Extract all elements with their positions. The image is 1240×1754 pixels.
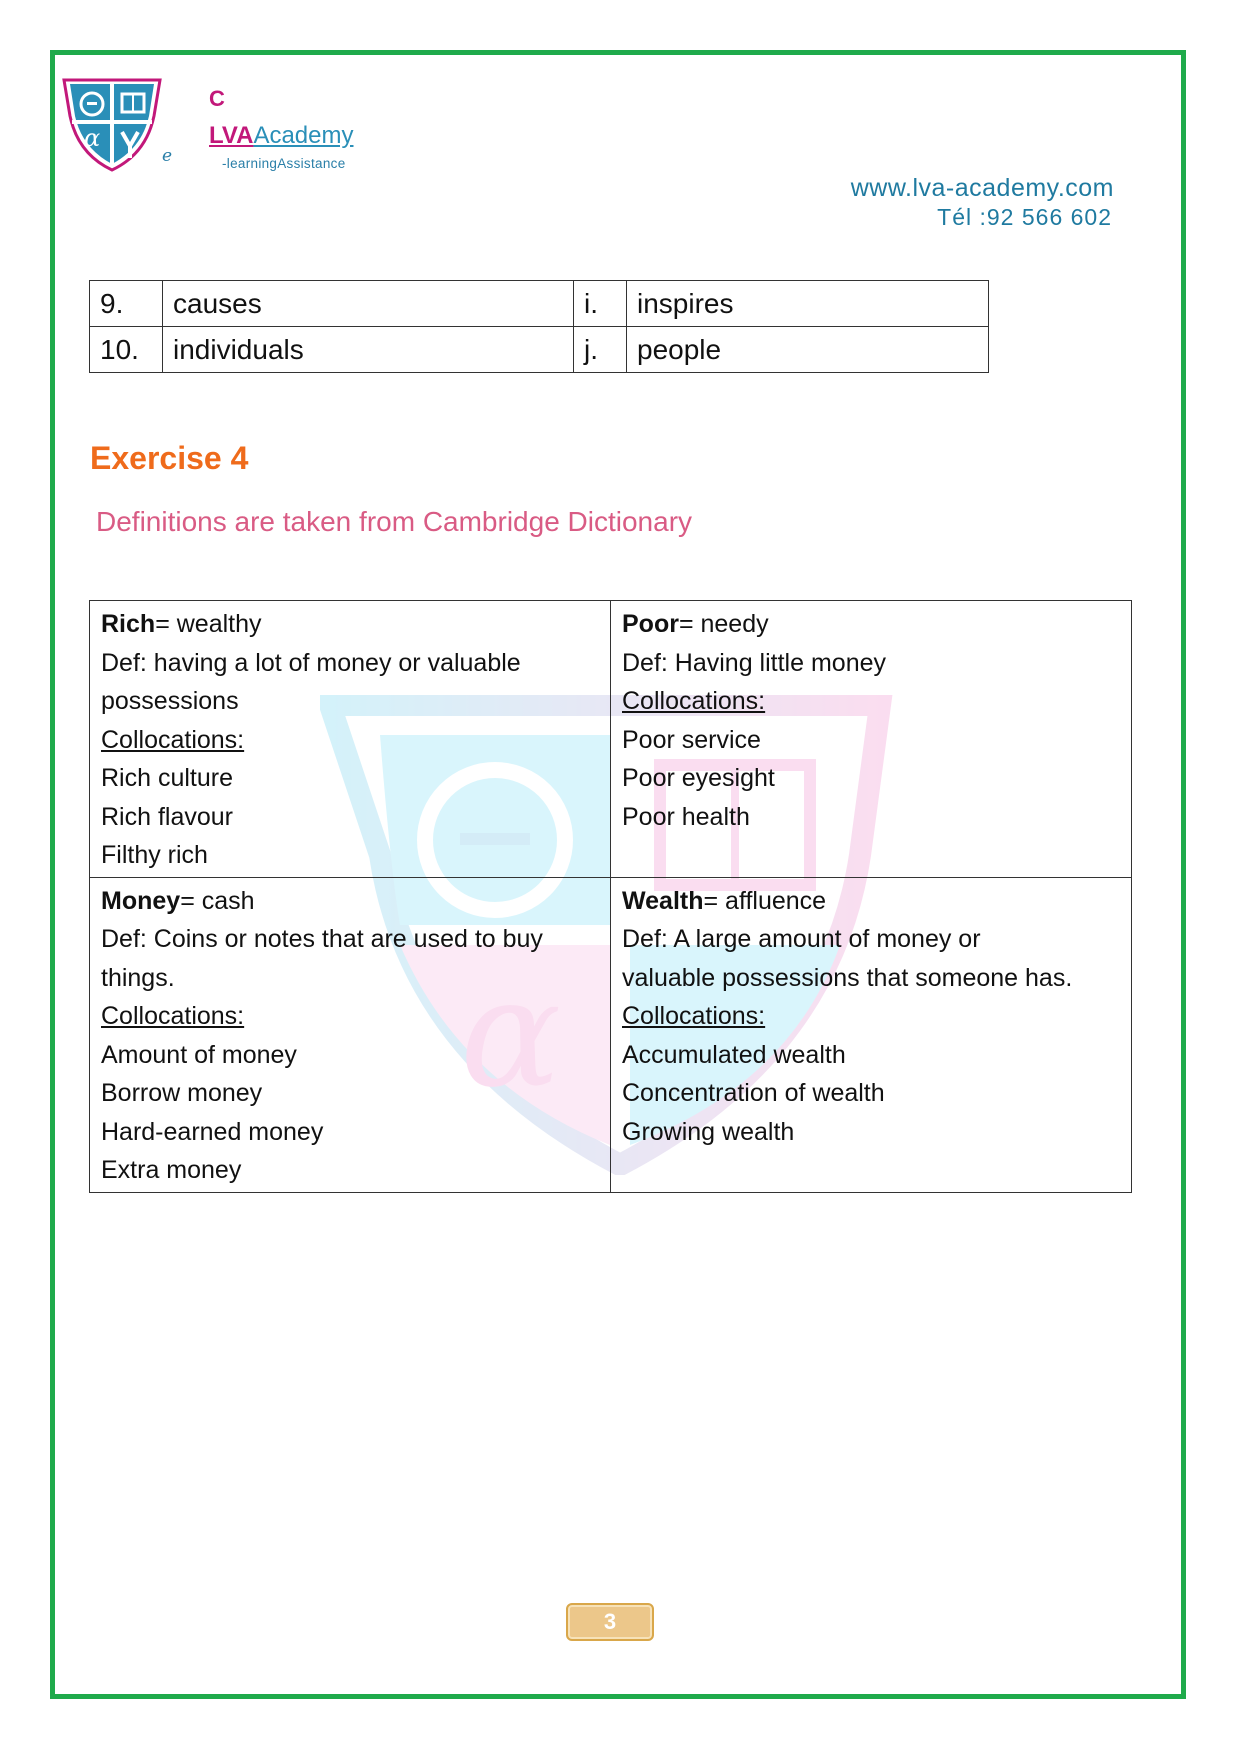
- exercise-title: Exercise 4: [90, 440, 249, 476]
- collocations-label: Collocations:: [101, 725, 245, 754]
- headword: Wealth: [622, 886, 704, 915]
- logo-e-mark: e: [162, 146, 173, 166]
- synonym: = wealthy: [155, 610, 262, 638]
- collocation-item: Concentration of wealth: [622, 1079, 885, 1107]
- brand-name: [209, 122, 353, 150]
- website-link[interactable]: www.lva-academy.com: [850, 174, 1114, 202]
- brand-c: C: [209, 86, 225, 111]
- brand-academy: Academy: [253, 122, 354, 149]
- definition-text: possessions: [101, 687, 239, 715]
- definition-cell-wealth: [611, 877, 1132, 1192]
- exercise-subtitle: Definitions are taken from Cambridge Dictionary: [96, 506, 693, 537]
- collocation-item: Poor eyesight: [622, 764, 775, 792]
- match-cell: people: [627, 327, 989, 373]
- definition-text: valuable possessions that someone has.: [622, 963, 1073, 992]
- collocation-item: Hard-earned money: [101, 1117, 324, 1146]
- collocations-label: Collocations:: [622, 687, 766, 715]
- headword: Money: [101, 886, 181, 915]
- page-number-badge: 3: [566, 1603, 654, 1641]
- word-cell: individuals: [163, 327, 574, 373]
- row-number: 9.: [90, 281, 163, 327]
- letter-cell: i.: [574, 281, 627, 327]
- collocation-item: Poor service: [622, 725, 761, 754]
- headword-line: [101, 882, 599, 921]
- matching-table: [89, 280, 989, 373]
- collocation-item: Accumulated wealth: [622, 1040, 846, 1069]
- brand-lva: LVA: [209, 122, 254, 149]
- collocation-item: Borrow money: [101, 1079, 263, 1107]
- collocations-label: Collocations:: [622, 1002, 766, 1030]
- svg-text:α: α: [460, 947, 562, 1121]
- collocation-item: Growing wealth: [622, 1117, 795, 1146]
- table-row: [90, 327, 989, 373]
- synonym: = affluence: [703, 886, 827, 915]
- match-cell: inspires: [627, 281, 989, 327]
- word-cell: causes: [163, 281, 574, 327]
- definition-cell-money: [90, 877, 611, 1192]
- definition-text: Def: A large amount of money or: [622, 925, 981, 953]
- row-number: 10.: [90, 327, 163, 373]
- collocation-item: Rich flavour: [101, 802, 233, 831]
- definition-cell-rich: [90, 601, 611, 878]
- definition-text: Def: Having little money: [622, 648, 887, 677]
- definitions-table: [89, 600, 1132, 1193]
- definition-text: Def: Coins or notes that are used to buy: [101, 925, 543, 953]
- phone-number: Tél :92 566 602: [937, 204, 1112, 230]
- headword-line: [101, 605, 599, 644]
- svg-text:α: α: [84, 124, 101, 152]
- headword-line: [622, 605, 1120, 644]
- table-row: [90, 281, 989, 327]
- definition-text: things.: [101, 963, 175, 992]
- academy-logo: [58, 76, 166, 172]
- headword: Poor: [622, 610, 679, 638]
- collocation-item: Extra money: [101, 1156, 242, 1184]
- collocation-item: Amount of money: [101, 1040, 297, 1069]
- synonym: = needy: [678, 610, 769, 638]
- letter-cell: j.: [574, 327, 627, 373]
- headword: Rich: [101, 610, 156, 638]
- collocations-label: Collocations:: [101, 1002, 245, 1030]
- headword-line: [622, 882, 1120, 921]
- definition-text: Def: having a lot of money or valuable: [101, 648, 521, 677]
- collocation-item: Filthy rich: [101, 841, 208, 869]
- synonym: = cash: [180, 886, 255, 915]
- collocation-item: Rich culture: [101, 764, 233, 792]
- table-row: [90, 601, 1132, 878]
- collocation-item: Poor health: [622, 802, 750, 831]
- definition-cell-poor: [611, 601, 1132, 878]
- brand-tagline: -learningAssistance: [222, 156, 346, 171]
- table-row: [90, 877, 1132, 1192]
